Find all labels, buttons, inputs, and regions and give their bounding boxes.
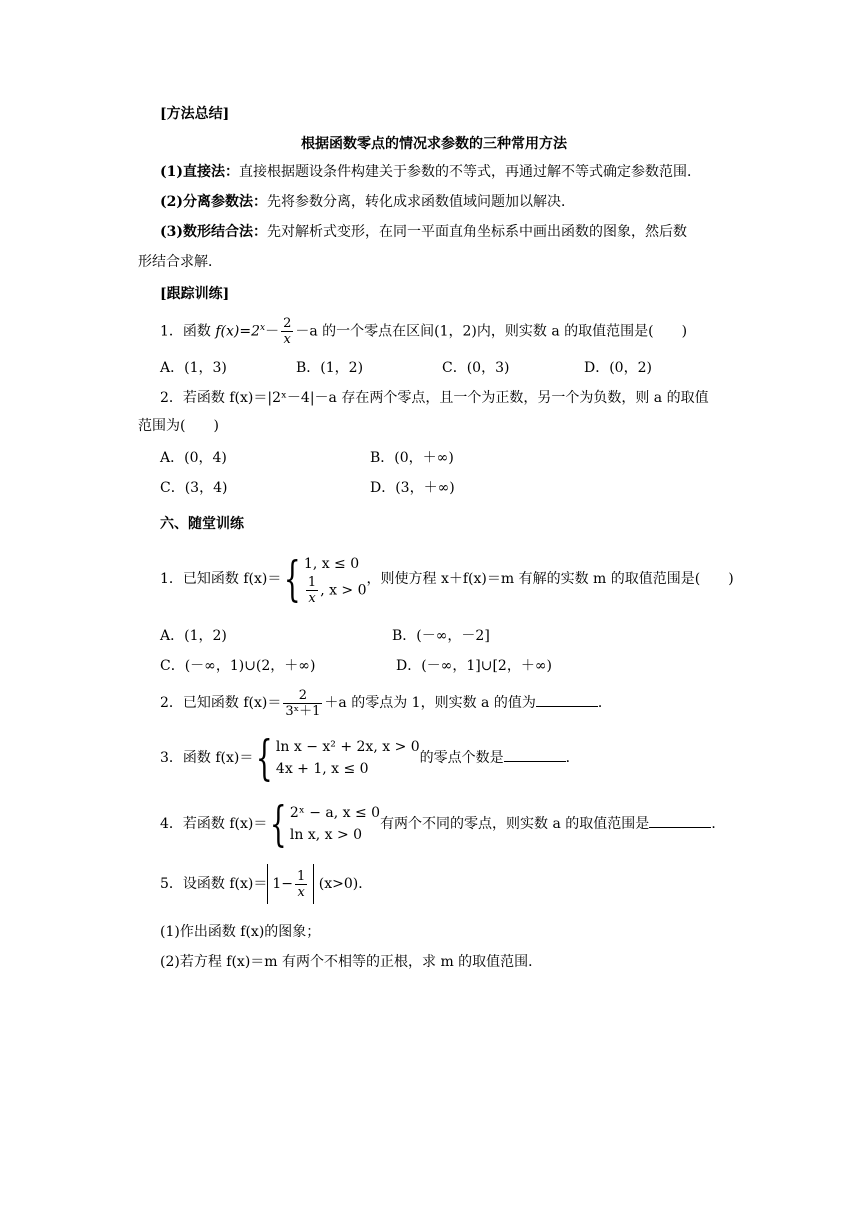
- practice-q1-cases: [304, 553, 367, 606]
- tracking-q1-frac-den: x: [281, 331, 293, 347]
- practice-q2-fraction: [283, 688, 322, 719]
- practice-q4-answer-blank: [649, 815, 711, 828]
- tracking-q1-option-c: C．(0，3): [442, 360, 510, 376]
- practice-q2-tail: ＋a 的零点为 1，则实数 a 的值为: [324, 695, 536, 711]
- practice-q5-sub2: (2)若方程 f(x)＝m 有两个不相等的正根，求 m 的取值范围．: [160, 954, 543, 970]
- tracking-q2-option-c: C．(3，4): [160, 480, 228, 496]
- method-title: 根据函数零点的情况求参数的三种常用方法: [301, 136, 567, 152]
- practice-q5-frac-num: 1: [297, 868, 306, 884]
- practice-q2-answer-blank: [536, 694, 598, 707]
- practice-q3-pre: 3．函数 f(x)＝: [160, 750, 254, 766]
- practice-q1-case1: 1, x ≤ 0: [303, 555, 360, 572]
- practice-q3-end: ．: [565, 750, 580, 766]
- practice-q4-case1: 2ˣ − a, x ≤ 0: [289, 805, 381, 821]
- practice-q5-abs: [267, 864, 314, 904]
- practice-q5-frac-den: x: [295, 884, 307, 900]
- practice-q1-option-d: D．(－∞，1]∪[2，＋∞): [396, 658, 552, 674]
- practice-q1-pre: 1．已知函数 f(x)＝: [160, 571, 282, 587]
- tracking-section-label: [跟踪训练]: [160, 286, 230, 302]
- practice-q1-case2-num: 1: [307, 574, 317, 590]
- left-brace-icon: {: [256, 730, 274, 786]
- practice-q2: [160, 686, 612, 720]
- practice-q2-frac-den: 3ˣ＋1: [285, 703, 321, 719]
- method-3-text-cont: 形结合求解．: [138, 254, 222, 270]
- method-3-label: (3)数形结合法：: [160, 224, 267, 240]
- method-2-label: (2)分离参数法：: [160, 194, 267, 210]
- practice-q2-end: ．: [597, 695, 612, 711]
- tracking-q1-option-d: D．(0，2): [584, 360, 652, 376]
- practice-q4-case2: ln x, x > 0: [289, 827, 363, 843]
- practice-q1-tail: ，则使方程 x＋f(x)＝m 有解的实数 m 的取值范围是( ): [366, 571, 734, 587]
- method-item-1: [160, 162, 701, 182]
- practice-q1: [160, 544, 734, 614]
- tracking-q1-option-a: A．(1，3): [160, 360, 227, 376]
- practice-q1-option-b: B．(－∞，－2]: [392, 628, 490, 644]
- practice-q4-tail: 有两个不同的零点，则实数 a 的取值范围是: [380, 816, 650, 832]
- tracking-q1-tail: －a 的一个零点在区间(1，2)内，则实数 a 的取值范围是( ): [295, 323, 688, 340]
- practice-q5-abs-pre: 1−: [272, 876, 293, 892]
- practice-q3: [160, 730, 580, 786]
- practice-q3-case1: ln x − x² + 2x, x > 0: [275, 739, 420, 755]
- left-brace-icon: {: [284, 551, 302, 607]
- practice-q5-pre: 5．设函数 f(x)＝: [160, 876, 268, 892]
- method-item-3: [160, 222, 687, 242]
- tracking-q2-option-d: D．(3，＋∞): [370, 480, 455, 496]
- practice-q4-end: ．: [711, 816, 726, 832]
- tracking-q1-minus: －: [265, 323, 280, 340]
- method-item-2: [160, 192, 575, 212]
- tracking-q2-option-a: A．(0，4): [160, 450, 227, 466]
- tracking-q1-fraction: [281, 316, 293, 347]
- method-1-label: (1)直接法：: [160, 164, 239, 180]
- method-1-text: 直接根据题设条件构建关于参数的不等式，再通过解不等式确定参数范围．: [239, 164, 701, 180]
- method-3-text: 先对解析式变形，在同一平面直角坐标系中画出函数的图象，然后数: [267, 224, 687, 240]
- practice-q3-case2: 4x + 1, x ≤ 0: [275, 761, 369, 777]
- tracking-q2-option-b: B．(0，＋∞): [370, 450, 454, 466]
- practice-q5: [160, 864, 372, 904]
- tracking-q1: [160, 316, 687, 347]
- practice-q5-sub1: (1)作出函数 f(x)的图象；: [160, 924, 321, 940]
- practice-q1-option-a: A．(1，2): [160, 628, 227, 644]
- method-section-label: [方法总结]: [160, 106, 230, 122]
- tracking-q1-option-b: B．(1，2): [296, 360, 364, 376]
- practice-q4-cases: [290, 802, 380, 846]
- practice-q4: [160, 796, 725, 852]
- tracking-q1-sup: x: [260, 322, 266, 333]
- practice-q1-case2-den: x: [306, 590, 318, 606]
- practice-q3-tail: 的零点个数是: [419, 750, 504, 766]
- tracking-q2-line2: 范围为( ): [138, 418, 219, 434]
- practice-q1-option-c: C．(－∞，1)∪(2，＋∞): [160, 658, 316, 674]
- practice-q3-cases: [276, 736, 420, 780]
- practice-q1-case2-fraction: [306, 575, 318, 606]
- practice-q5-fraction: [295, 869, 307, 900]
- practice-q4-pre: 4．若函数 f(x)＝: [160, 816, 268, 832]
- practice-q2-pre: 2．已知函数 f(x)＝: [160, 695, 282, 711]
- practice-q1-case2-tail: , x > 0: [320, 582, 367, 598]
- tracking-q2-line1: 2．若函数 f(x)＝|2ˣ－4|－a 存在两个零点，且一个为正数，另一个为负数，则 a 的取值: [160, 390, 709, 406]
- tracking-q1-frac-num: 2: [283, 316, 292, 331]
- method-2-text: 先将参数分离，转化成求函数值域问题加以解决．: [267, 194, 575, 210]
- practice-q3-answer-blank: [504, 749, 566, 762]
- practice-q2-frac-num: 2: [298, 687, 308, 703]
- left-brace-icon: {: [270, 796, 288, 852]
- practice-q5-tail: (x>0)．: [314, 876, 373, 892]
- practice-section-label: 六、随堂训练: [160, 516, 244, 532]
- tracking-q1-fx: f(x)=2: [215, 323, 260, 340]
- tracking-q1-pre: 1．函数: [160, 323, 216, 340]
